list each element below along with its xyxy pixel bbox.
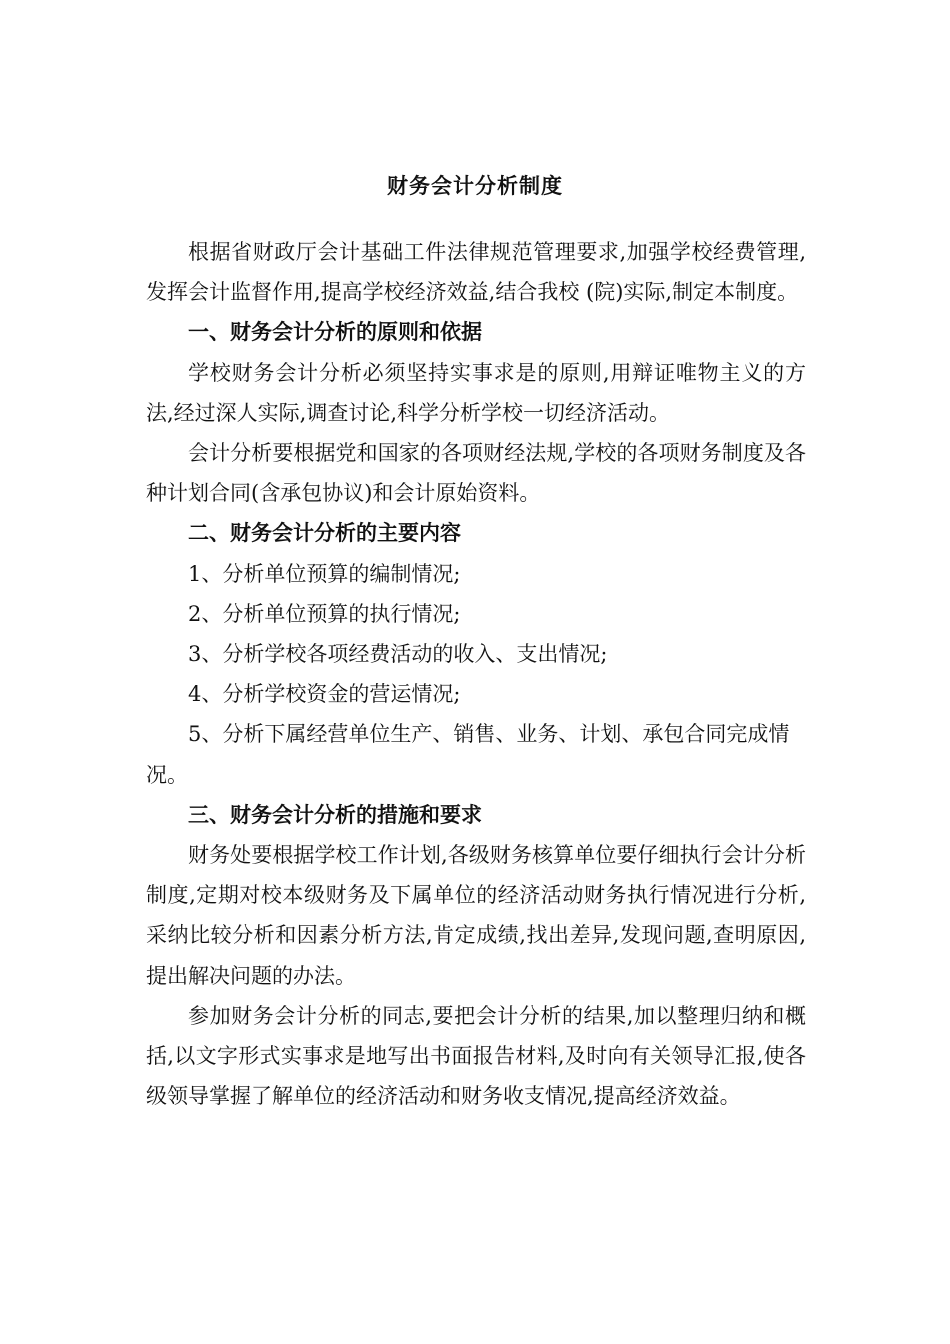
list-item: 3、分析学校各项经费活动的收入、支出情况;: [188, 642, 608, 667]
section3-paragraph-2: 参加财务会计分析的同志,要把会计分析的结果,加以整理归纳和概括,以文字形式实事求是地写出书面报告材料,及时向有关领导汇报,使各级领导掌握了解单位的经济活动和财务收支情况,提高经济效益。: [146, 1003, 806, 1109]
list-item: 2、分析单位预算的执行情况;: [188, 601, 461, 626]
intro-paragraph: 根据省财政厅会计基础工件法律规范管理要求,加强学校经费管理,发挥会计监督作用,提高学校经济效益,结合我校 (院)实际,制定本制度。: [146, 240, 806, 305]
section1-paragraph-1: 学校财务会计分析必须坚持实事求是的原则,用辩证唯物主义的方法,经过深人实际,调查讨论,科学分析学校一切经济活动。: [146, 360, 806, 425]
document-title: 财务会计分析制度: [387, 173, 563, 198]
section-heading-1: 一、财务会计分析的原则和依据: [188, 319, 482, 345]
document-body: [146, 232, 806, 1116]
section-heading-2: 二、财务会计分析的主要内容: [188, 520, 461, 546]
section-heading-3: 三、财务会计分析的措施和要求: [188, 801, 482, 827]
list-item: 1、分析单位预算的编制情况;: [188, 561, 461, 586]
section3-paragraph-1: 财务处要根据学校工作计划,各级财务核算单位要仔细执行会计分析制度,定期对校本级财务及下属单位的经济活动财务执行情况进行分析,采纳比较分析和因素分析方法,肯定成绩,找出差异,发现问题,查明原因,提出解决问题的办法。: [146, 843, 806, 988]
section1-paragraph-2: 会计分析要根据党和国家的各项财经法规,学校的各项财务制度及各种计划合同(含承包协议)和会计原始资料。: [146, 441, 806, 506]
list-item: 4、分析学校资金的营运情况;: [188, 682, 461, 707]
list-item: 5、分析下属经营单位生产、销售、业务、计划、承包合同完成情况。: [146, 722, 790, 787]
